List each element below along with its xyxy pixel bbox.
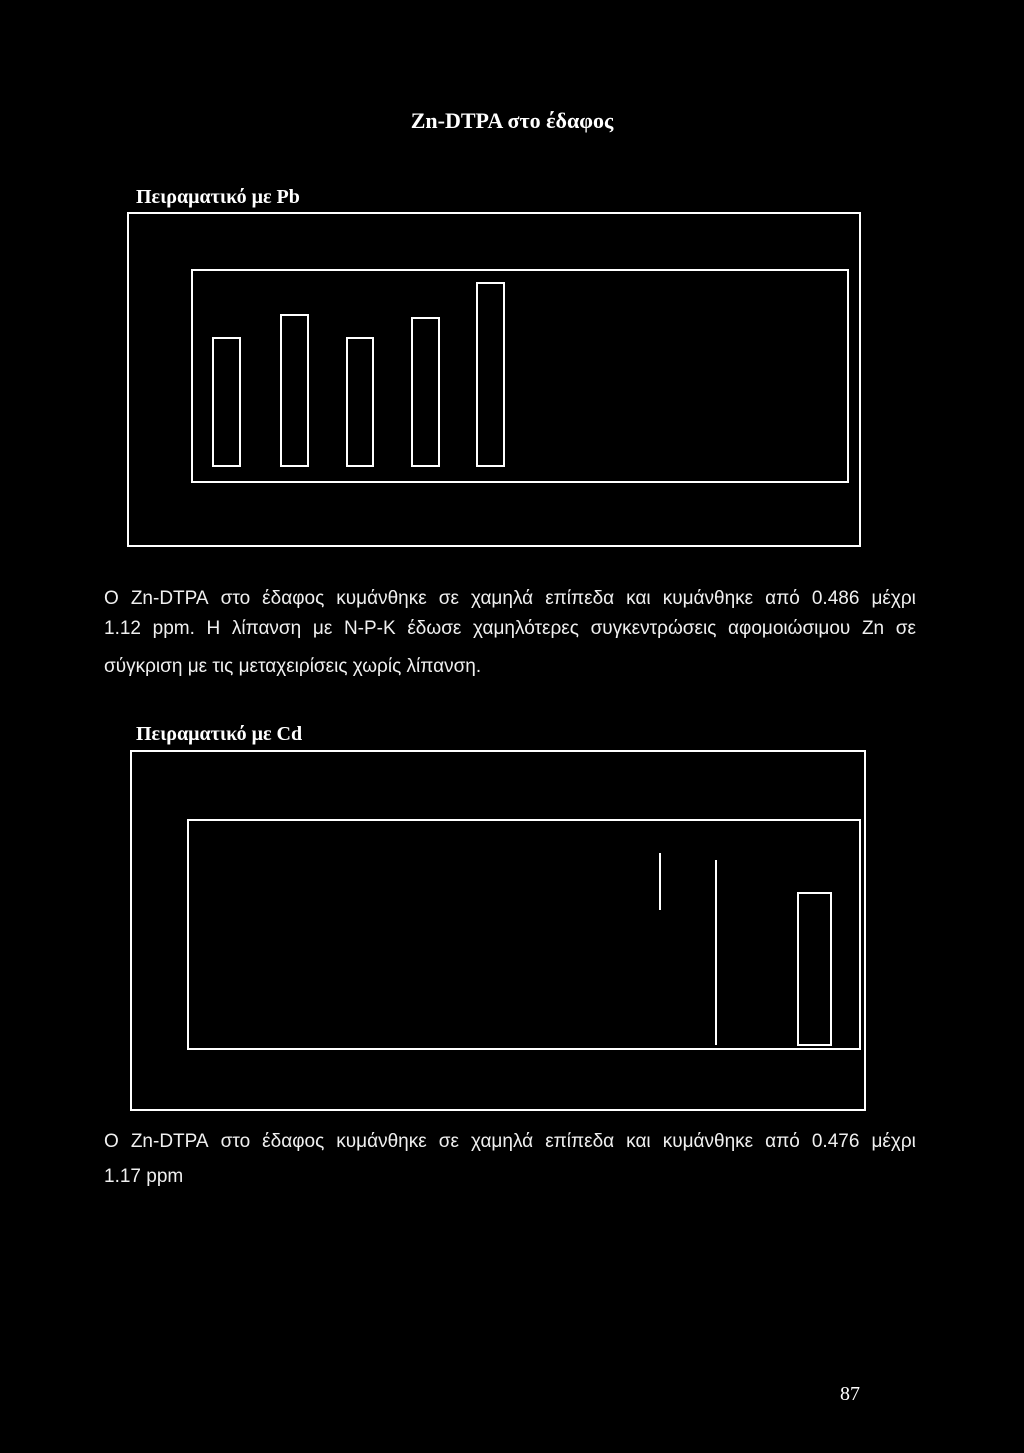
word: και: [626, 588, 651, 609]
word: Ο: [104, 1131, 119, 1152]
word: έδαφος: [262, 1131, 325, 1152]
word: στο: [220, 588, 251, 609]
word: συγκεντρώσεις: [590, 618, 717, 639]
word: Ο: [104, 588, 119, 609]
word: χαμηλά: [470, 588, 534, 609]
word: σε: [438, 1131, 459, 1152]
word: Zn: [861, 618, 885, 639]
word: N-P-K: [343, 618, 396, 639]
cd-text-line-2: 1.17 ppm: [104, 1166, 184, 1187]
figure-cd-frame: [131, 751, 865, 1110]
word: κυμάνθηκε: [336, 588, 427, 609]
word: έδωσε: [407, 618, 462, 639]
word: από: [765, 1131, 800, 1152]
word: και: [626, 1131, 651, 1152]
word: επίπεδα: [545, 1131, 615, 1152]
figure-cd-plot-area: [188, 820, 860, 1049]
word: 0.486: [811, 588, 860, 609]
word: κυμάνθηκε: [336, 1131, 427, 1152]
word: Η: [206, 618, 221, 639]
word: λίπανση: [231, 618, 302, 639]
word: με: [312, 618, 333, 639]
word: στο: [220, 1131, 251, 1152]
figure-cd-bar: [798, 893, 831, 1045]
word: Zn-DTPA: [130, 588, 209, 609]
word: αφομοιώσιμου: [728, 618, 851, 639]
cd-text-line-1: [104, 1127, 916, 1157]
word: σε: [438, 588, 459, 609]
word: από: [765, 588, 800, 609]
word: έδαφος: [262, 588, 325, 609]
word: 1.12: [104, 618, 141, 639]
page-title: Zn-DTPA στο έδαφος: [410, 108, 614, 133]
word: χαμηλότερες: [473, 618, 579, 639]
word: μέχρι: [871, 1131, 916, 1152]
section-heading-pb: Πειραματικό με Pb: [136, 186, 300, 208]
word: σε: [895, 618, 916, 639]
page-number: 87: [840, 1383, 860, 1405]
word: ppm.: [152, 618, 195, 639]
pb-text-line-3: σύγκριση με τις μεταχειρίσεις χωρίς λίπανση.: [104, 656, 482, 677]
word: κυμάνθηκε: [662, 1131, 754, 1152]
word: χαμηλά: [470, 1131, 534, 1152]
section-heading-cd: Πειραματικό με Cd: [136, 723, 303, 745]
word: Zn-DTPA: [130, 1131, 209, 1152]
word: κυμάνθηκε: [662, 588, 754, 609]
word: 0.476: [811, 1131, 860, 1152]
word: μέχρι: [871, 588, 916, 609]
word: επίπεδα: [545, 588, 615, 609]
